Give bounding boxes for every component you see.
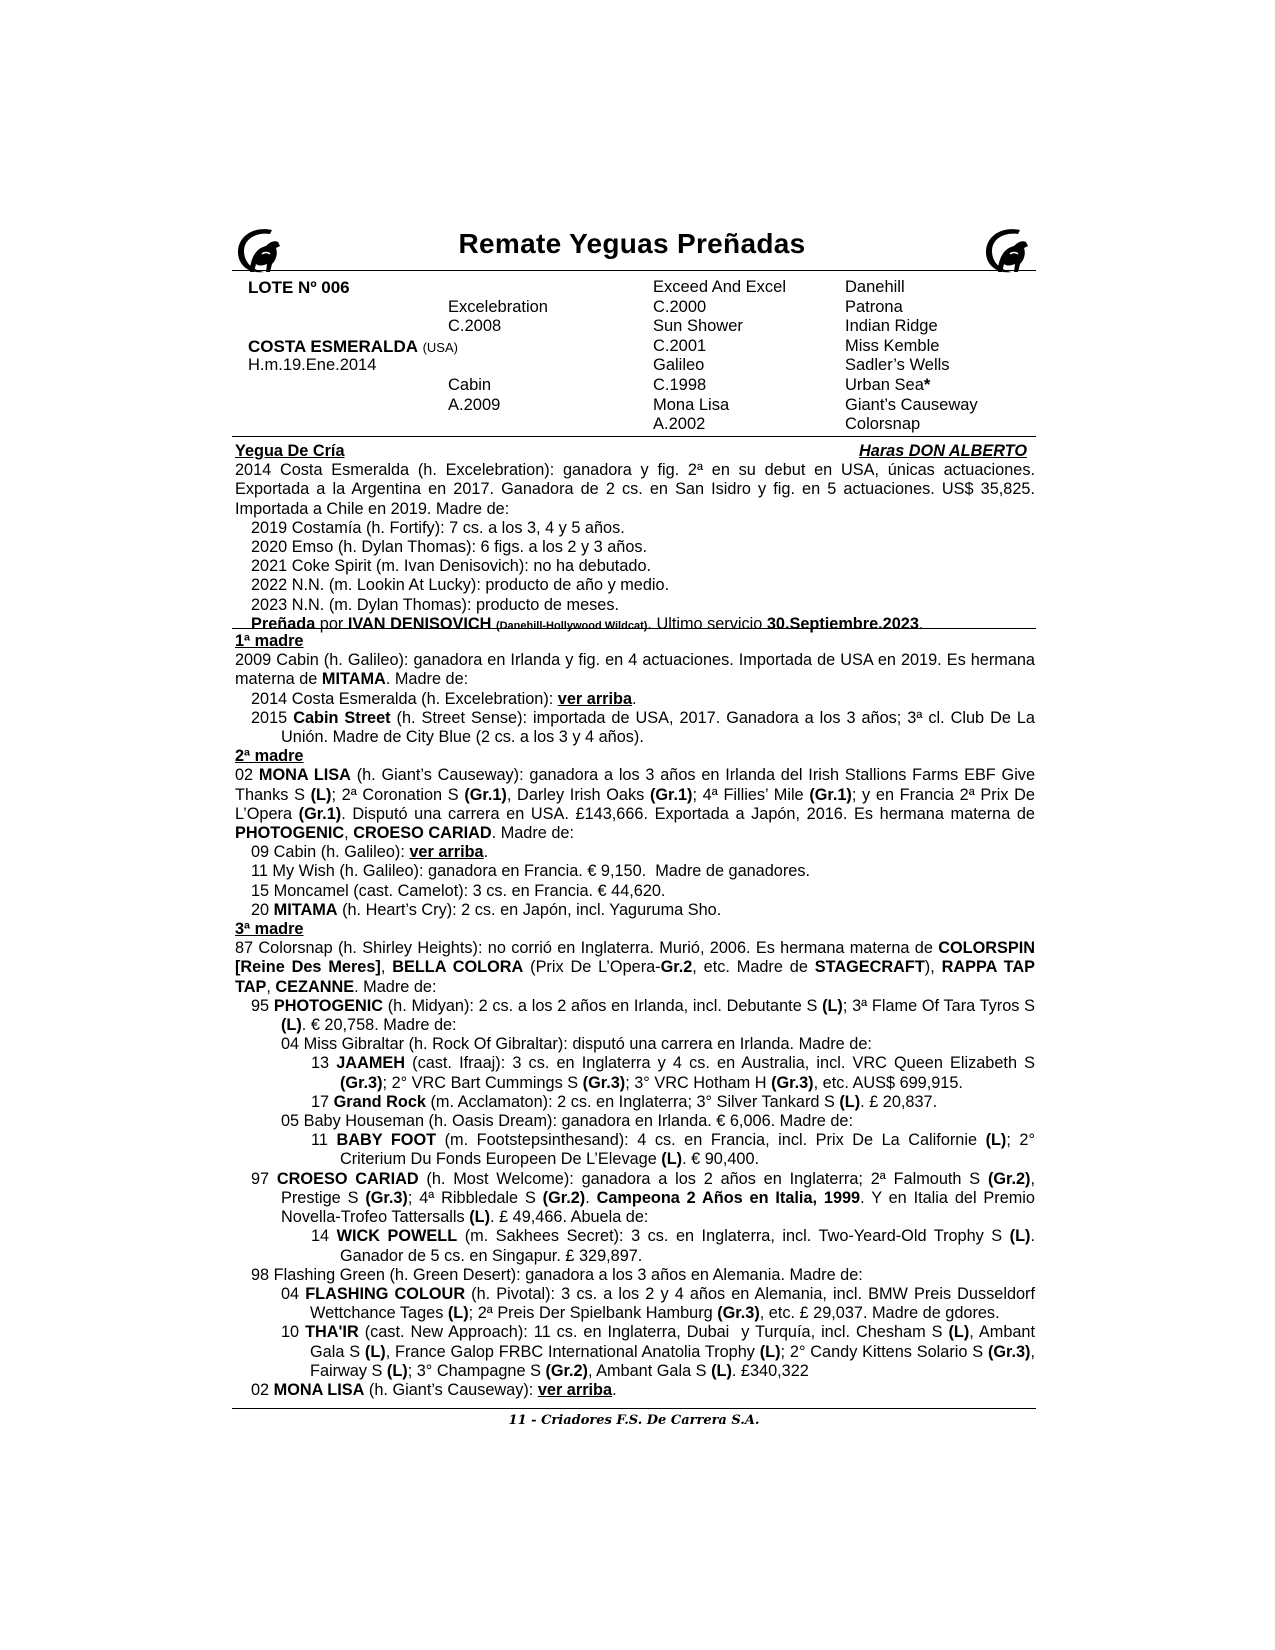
- list-item: 13 JAAMEH (cast. Ifraaj): 3 cs. en Inglaterra y 4 cs. en Australia, incl. VRC Queen Elizabeth S (Gr.3); 2° VRC Bart Cummings S (Gr.3); 3° VRC Hotham H (Gr.3), etc. AUS$ 699,915.: [311, 1054, 1035, 1092]
- family-section: [235, 632, 1035, 1400]
- section-heading: 2ª madre: [235, 747, 304, 766]
- pedigree-entry: Mona Lisa: [653, 395, 730, 414]
- page-footer: 11 - Criadores F.S. De Carrera S.A.: [508, 1413, 760, 1428]
- pedigree-entry: Patrona: [845, 297, 903, 316]
- pedigree-entry: A.2002: [653, 415, 706, 434]
- horse-name: COSTA ESMERALDA: [248, 336, 418, 356]
- list-item: 97 CROESO CARIAD (h. Most Welcome): ganadora a los 2 años en Inglaterra; 2ª Falmouth S (Gr.2), Prestige S (Gr.3); 4ª Ribbledale S (Gr.2). Campeona 2 Años en Italia, 1999. Y en Italia del Premio Novella-Trofeo Tattersalls (L). £ 49,466. Abuela de:: [251, 1169, 1035, 1227]
- great-grandparents-column: Danehill Patrona Indian Ridge Miss Kemble Sadler’s Wells Urban Sea* Giant’s Causeway Colorsnap: [845, 278, 978, 434]
- paragraph: 02 MONA LISA (h. Giant’s Causeway): ganadora a los 3 años en Irlanda del Irish Stallions Farms EBF Give Thanks S (L); 2ª Coronation S (Gr.1), Darley Irish Oaks (Gr.1); 4ª Fillies’ Mile (Gr.1); y en Francia 2ª Prix De L’Opera (Gr.1). Disputó una carrera en USA. £143,666. Exportada a Japón, 2016. Es hermana materna de PHOTOGENIC, CROESO CARIAD. Madre de:: [235, 766, 1036, 843]
- pedigree-entry: C.1998: [653, 375, 707, 394]
- list-item: 98 Flashing Green (h. Green Desert): ganadora a los 3 años en Alemania. Madre de:: [251, 1265, 863, 1284]
- section-heading: 1ª madre: [235, 632, 304, 650]
- list-item: 15 Moncamel (cast. Camelot): 3 cs. en Francia. € 44,620.: [251, 881, 666, 900]
- pedigree-entry: Urban Sea: [845, 375, 924, 394]
- yegua-section: [235, 442, 1035, 636]
- pedigree-entry: Sun Shower: [653, 317, 743, 336]
- list-item: 2021 Coke Spirit (m. Ivan Denisovich): no ha debutado.: [251, 557, 652, 576]
- list-item: 11 My Wish (h. Galileo): ganadora en Francia. € 9,150. Madre de ganadores.: [251, 862, 810, 881]
- pedigree-entry: Sadler’s Wells: [845, 356, 950, 375]
- list-item: 2019 Costamía (h. Fortify): 7 cs. a los 3, 4 y 5 años.: [251, 518, 625, 537]
- haras-name: Haras DON ALBERTO: [859, 442, 1027, 460]
- dam: Cabin: [448, 375, 492, 394]
- lot-column: [248, 278, 458, 376]
- divider: [232, 1408, 1036, 1409]
- page-title: Remate Yeguas Preñadas: [458, 228, 806, 259]
- pedigree-entry: Miss Kemble: [845, 336, 940, 355]
- list-item: 95 PHOTOGENIC (h. Midyan): 2 cs. a los 2 años en Irlanda, incl. Debutante S (L); 3ª Flame Of Tara Tyros S (L). € 20,758. Madre de:: [251, 996, 1035, 1035]
- section-heading: Yegua De Cría: [235, 442, 345, 460]
- pedigree-entry: Giant’s Causeway: [845, 395, 978, 414]
- list-item: 2015 Cabin Street (h. Street Sense): importada de USA, 2017. Ganadora a los 3 años; 3ª cl. Club De La Unión. Madre de City Blue (2 cs. a los 3 y 4 años).: [251, 708, 1035, 747]
- paragraph: 87 Colorsnap (h. Shirley Heights): no corrió en Inglaterra. Murió, 2006. Es hermana materna de COLORSPIN [Reine Des Meres], BELLA COLORA (Prix De L’Opera-Gr.2, etc. Madre de STAGECRAFT), RAPPA TAP TAP, CEZANNE. Madre de:: [235, 939, 1035, 996]
- list-item: 20 MITAMA (h. Heart’s Cry): 2 cs. en Japón, incl. Yaguruma Sho.: [251, 900, 722, 919]
- list-item: 09 Cabin (h. Galileo): ver arriba.: [251, 843, 489, 862]
- list-item: 2022 N.N. (m. Lookin At Lucky): producto de año y medio.: [251, 576, 670, 595]
- parents-column: [448, 278, 548, 415]
- list-item: 05 Baby Houseman (h. Oasis Dream): ganadora en Irlanda. € 6,006. Madre de:: [281, 1112, 853, 1131]
- pedigree-entry: Indian Ridge: [845, 317, 938, 336]
- divider: [232, 628, 1036, 629]
- pedigree-entry: C.2001: [653, 336, 707, 355]
- sire: Excelebration: [448, 297, 548, 316]
- list-item: 2020 Emso (h. Dylan Thomas): 6 figs. a los 2 y 3 años.: [251, 538, 648, 557]
- horse-country: (USA): [422, 339, 458, 355]
- list-item: 10 THA'IR (cast. New Approach): 11 cs. en Inglaterra, Dubai y Turquía, incl. Chesham S (L), Ambant Gala S (L), France Galop FRBC International Anatolia Trophy (L); 2° Candy Kittens Solario S (Gr.3), Fairway S (L); 3° Champagne S (Gr.2), Ambant Gala S (L). £340,322: [281, 1323, 1036, 1380]
- list-item: 04 FLASHING COLOUR (h. Pivotal): 3 cs. a los 2 y 4 años en Alemania, incl. BMW Preis Dusseldorf Wettchance Tages (L); 2ª Preis Der Spielbank Hamburg (Gr.3), etc. £ 29,037. Madre de gdores.: [281, 1284, 1035, 1323]
- list-item: 14 WICK POWELL (m. Sakhees Secret): 3 cs. en Inglaterra, incl. Two-Yeard-Old Trophy S (L). Ganador de 5 cs. en Singapur. £ 329,897.: [311, 1227, 1035, 1265]
- list-item: 2023 N.N. (m. Dylan Thomas): producto de meses.: [251, 595, 619, 614]
- list-item: 2014 Costa Esmeralda (h. Excelebration): ver arriba.: [251, 689, 637, 708]
- divider: [232, 270, 1036, 271]
- paragraph: 2009 Cabin (h. Galileo): ganadora en Irlanda y fig. en 4 actuaciones. Importada de USA en 2019. Es hermana materna de MITAMA. Madre de:: [235, 651, 1035, 689]
- list-item: 17 Grand Rock (m. Acclamaton): 2 cs. en Inglaterra; 3° Silver Tankard S (L). £ 20,837.: [311, 1092, 938, 1111]
- paragraph: 2014 Costa Esmeralda (h. Excelebration): ganadora y fig. 2ª en su debut en USA, únicas actuaciones. Exportada a la Argentina en 2017. Ganadora de 2 cs. en San Isidro y fig. en 5 actuaciones. US$ 35,825. Importada a Chile en 2019. Madre de:: [235, 461, 1035, 518]
- horse-info: H.m.19.Ene.2014: [248, 356, 377, 375]
- list-item: 04 Miss Gibraltar (h. Rock Of Gibraltar): disputó una carrera en Irlanda. Madre de:: [281, 1035, 872, 1054]
- lot-number: LOTE Nº 006: [248, 278, 350, 297]
- section-heading: 3ª madre: [235, 920, 304, 939]
- list-item: Preñada por IVAN DENISOVICH (Danehill-Hollywood Wildcat). Ultimo servicio 30.Septiembre.2023.: [251, 614, 924, 633]
- pedigree-entry: Danehill: [845, 278, 905, 296]
- pedigree-entry: Colorsnap: [845, 415, 921, 434]
- grandparents-column: [653, 278, 786, 435]
- pedigree-entry: Exceed And Excel: [653, 278, 786, 296]
- list-item: 02 MONA LISA (h. Giant’s Causeway): ver arriba.: [251, 1380, 617, 1399]
- sire-year: C.2008: [448, 317, 502, 336]
- pedigree-entry: C.2000: [653, 297, 707, 316]
- pedigree-entry: Galileo: [653, 356, 705, 375]
- dam-year: A.2009: [448, 395, 501, 414]
- list-item: 11 BABY FOOT (m. Footstepsinthesand): 4 cs. en Francia, incl. Prix De La Californie (L); 2° Criterium Du Fonds Europeen De L’Elevage (L). € 90,400.: [311, 1131, 1035, 1169]
- divider: [232, 436, 1036, 437]
